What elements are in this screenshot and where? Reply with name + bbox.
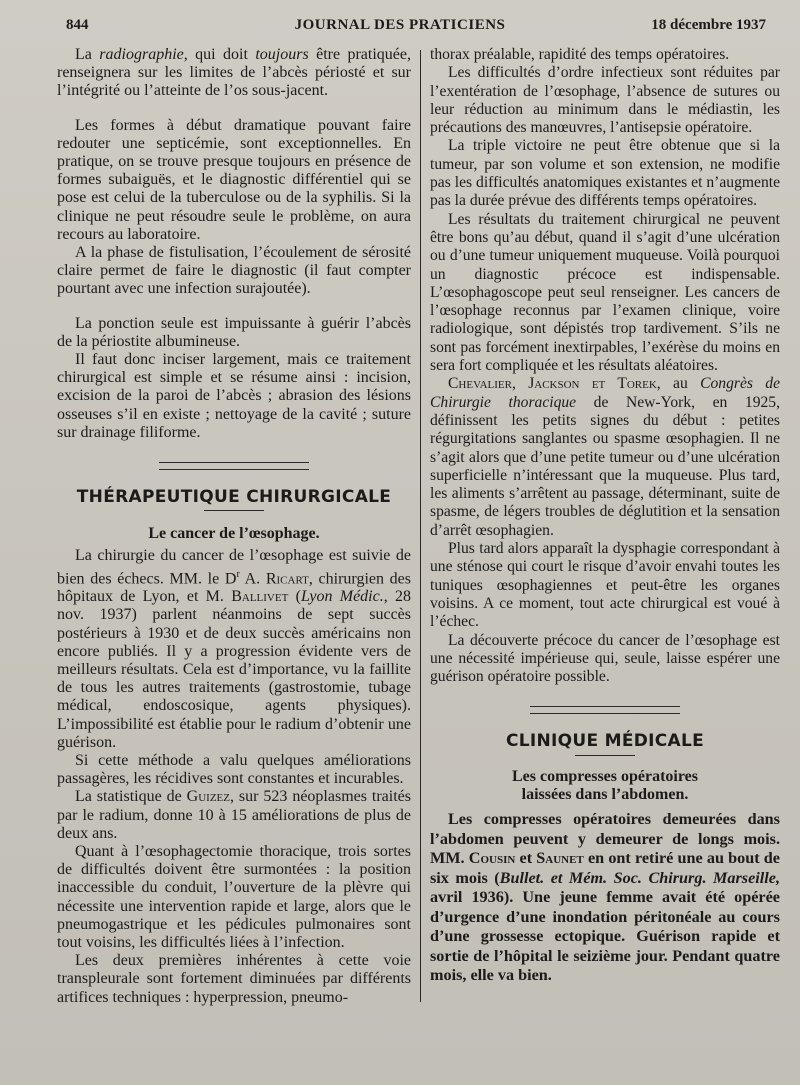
paragraph: Plus tard alors apparaît la dysphagie correspondant à une sténose qui court le risque d’avoir envahi toutes les tuniques œsophagiennes et peut-être les organes voisins. A ce moment, tout acte chirurgical est voué à l’échec. <box>430 540 780 631</box>
journal-title: JOURNAL DES PRATICIENS <box>294 17 506 33</box>
section-divider <box>159 462 309 470</box>
right-column <box>430 46 780 986</box>
left-column <box>57 46 411 1007</box>
paragraph: La ponction seule est impuissante à guérir l’abcès de la périostite albumineuse. <box>57 314 411 350</box>
paragraph: La triple victoire ne peut être obtenue que si la tumeur, par son volume et son extension, ne modifie pas les difficultés anatomiques existantes et n’augmente pas la durée prévue des différents temps opératoires. <box>430 137 780 210</box>
column-divider <box>420 50 421 1002</box>
paragraph: Quant à l’œsophagectomie thoracique, trois sortes de difficultés doivent être surmontées : la position inaccessible du conduit, l’ouverture de la plèvre qui nécessite une intervention rapide et large, alors que le pneumogastrique et les pédicules pulmonaires sont tout voisins, les difficultés liées à l’infection. <box>57 843 411 952</box>
paragraph: La statistique de Guizez, sur 523 néoplasmes traités par le radium, donne 10 à 15 améliorations de plus de deux ans. <box>57 788 412 842</box>
paragraph: Les formes à début dramatique pouvant faire redouter une septicémie, sont exceptionnelles. En pratique, on se trouve presque toujours en présence de formes subaiguës, et le diagnostic différentiel qui se pose est celui de la tuberculose ou de la syphilis. Si la clinique ne peut résoudre seule le problème, on aura recours au laboratoire. <box>57 116 411 243</box>
section-title: THÉRAPEUTIQUE CHIRURGICALE <box>76 487 392 508</box>
paragraph: Les résultats du traitement chirurgical ne peuvent être bons qu’au début, quand il s’agit d’une ulcération ou d’une tumeur uniquement muqueuse. Voilà pourquoi un diagnostic précoce est indispensable. L’œsophagoscope peut seul renseigner. Les cancers de l’œsophage reconnus par l’examen clinique, voire radiologique, sont dépistés trop tardivement. S’ils ne sont pas forcément inextirpables, l’exérèse du moins en sera fort compliquée et les résultats aléatoires. <box>430 210 780 375</box>
page-number: 844 <box>66 17 89 33</box>
paragraph: Les deux premières inhérentes à cette voie transpleurale sont fortement diminuées par différents artifices techniques : hyperpression, pneumo- <box>57 952 411 1006</box>
paragraph: La chirurgie du cancer de l’œsophage est suivie de bien des échecs. MM. le $D^r$ A. Ricart, chirurgien des hôpitaux de Lyon, et M. Ballivet (Lyon Médic., 28 nov. 1937) parlent néanmoins de sept succès postérieurs à 1930 et de deux succès américains non encore publiés. Il y a progression évidente vers de meilleurs résultats. Cela est d’importance, vu la faillite de tous les autres traitements (gastrostomie, tubage médical, endoscosique, agents physiques). L’impossibilité est établie pour le radium d’obtenir une guérison. <box>57 547 412 751</box>
page-header <box>0 0 800 44</box>
paragraph: Les difficultés d’ordre infectieux sont réduites par l’exentération de l’œsophage, l’absence de sutures ou leur réduction au minimum dans le médiastin, les précautions des manœuvres, l’antisepsie opératoire. <box>430 64 780 137</box>
issue-date: 18 décembre 1937 <box>651 17 766 33</box>
paragraph: Les compresses opératoires demeurées dans l’abdomen peuvent y demeurer de longs mois. MM. Cousin et Saunet en ont retiré une au bout de six mois (Bullet. et Mém. Soc. Chirurg. Marseille, avril 1936). Une jeune femme avait été opérée d’urgence d’une inondation péritonéale au cours d’une grossesse ectopique. Guérison rapide et sortie de l’hôpital le seizième jour. Pendant quatre mois, elle va bien. <box>430 810 780 985</box>
paragraph: A la phase de fistulisation, l’écoulement de sérosité claire permet de faire le diagnostic (il faut compter pourtant avec une infection surajoutée). <box>57 244 411 298</box>
section-title: CLINIQUE MÉDICALE <box>505 731 705 752</box>
paragraph: Chevalier, Jackson et Torek, au Congrès de Chirurgie thoracique de New-York, en 1925, définissent les petits signes du début : petites régurgitations sanglantes ou spasme œsophagien. Il ne s’agit alors que d’une petite tumeur ou d’une ulcération superficielle n’intéressant que la muqueuse. Plus tard, les aliments s’arrêtent au passage, déterminant, suite de spasme, de légers troubles de déglutition et la sensation d’arrêt œsophagien. <box>430 375 780 539</box>
paragraph: La radiographie, qui doit toujours être pratiquée, renseignera sur les limites de l’abcès périosté et sur l’intégrité ou l’atteinte de l’os sous-jacent. <box>57 46 411 100</box>
paragraph: thorax préalable, rapidité des temps opératoires. <box>430 46 730 63</box>
section-divider <box>530 706 680 714</box>
paragraph: Il faut donc inciser largement, mais ce traitement chirurgical est simple et se résume ainsi : incision, excision de la paroi de l’abcès ; abrasion des lésions osseuses s’il en existe ; nettoyage de la cavité ; suture sur drainage filiforme. <box>57 351 411 441</box>
article-title: Les compresses opératoires <box>511 767 699 785</box>
paragraph: La découverte précoce du cancer de l’œsophage est une nécessité impérieuse qui, seule, laisse espérer une guérison opératoire possible. <box>430 631 780 686</box>
paragraph: Si cette méthode a valu quelques améliorations passagères, les récidives sont constantes et incurables. <box>57 752 411 788</box>
article-title: Le cancer de l’œsophage. <box>148 525 320 543</box>
article-title-line-2: laissées dans l’abdomen. <box>521 785 689 803</box>
